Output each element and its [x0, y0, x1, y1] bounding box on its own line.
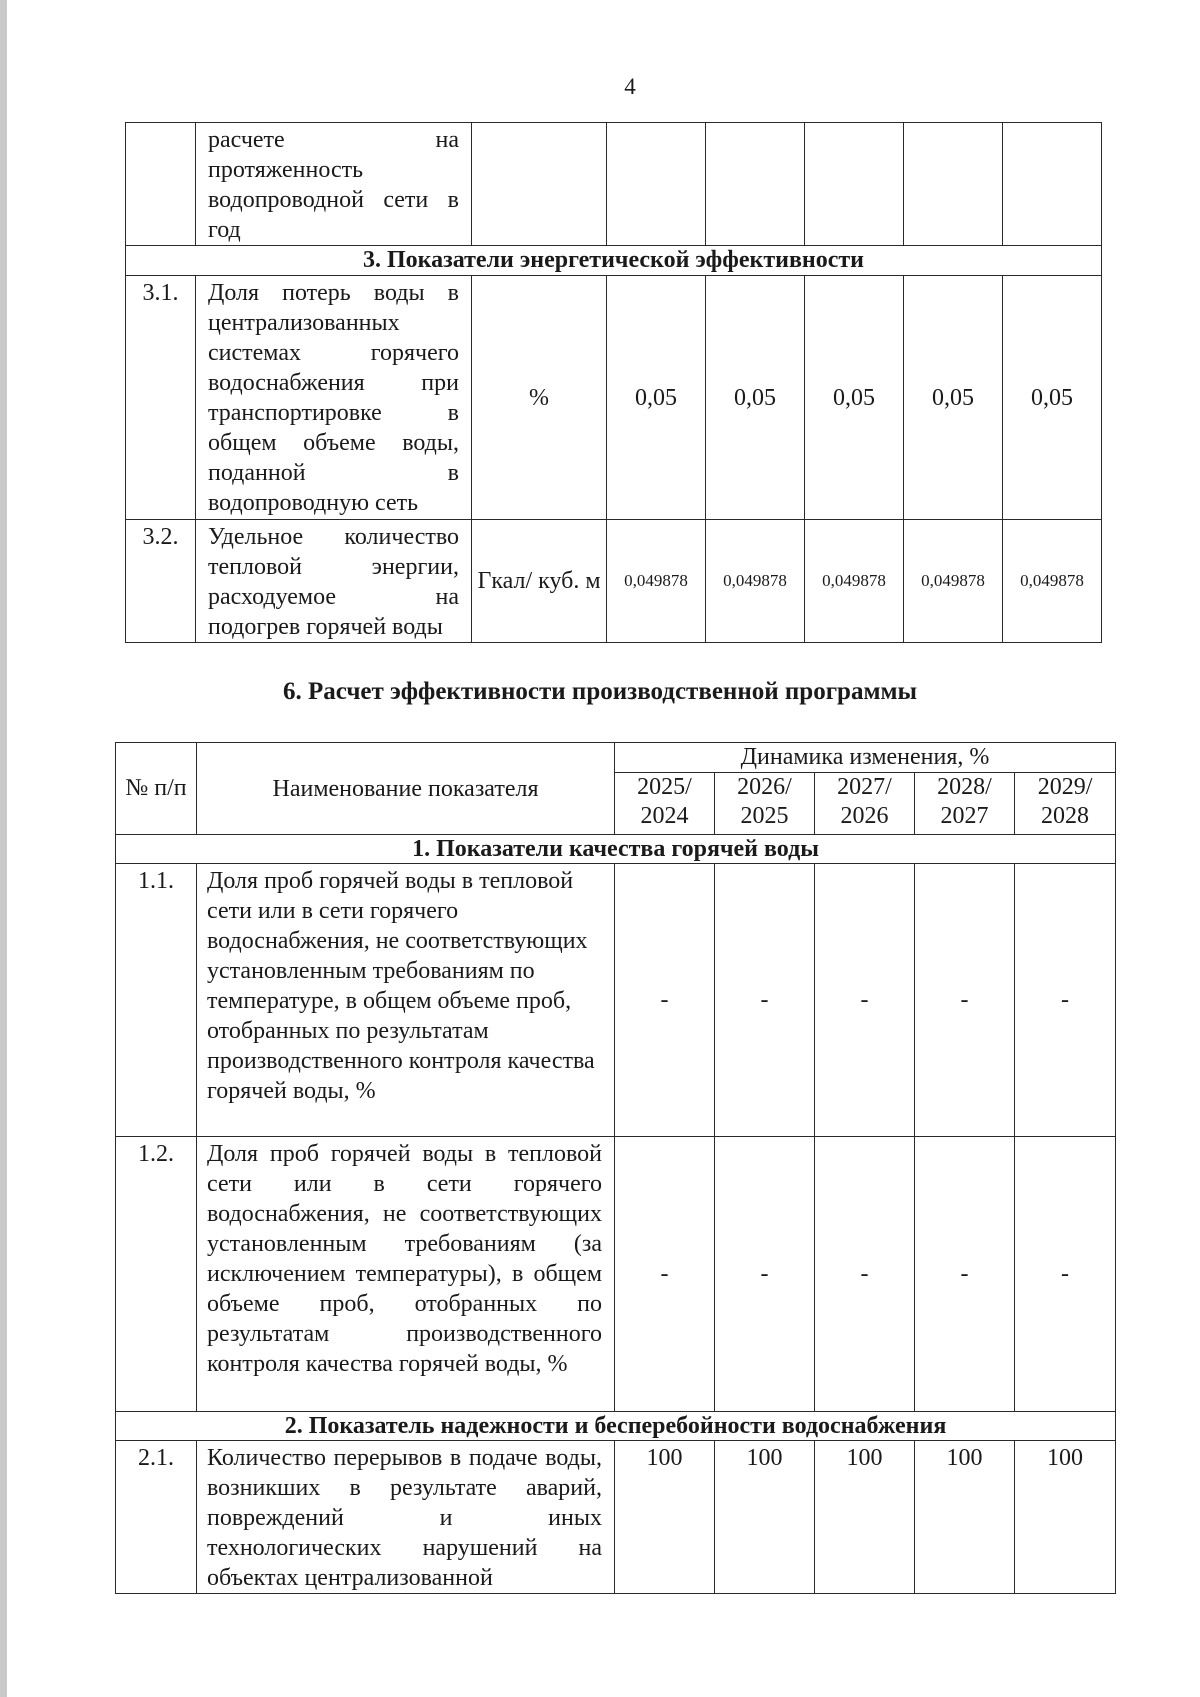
- header-year: 2026/ 2025: [715, 773, 815, 835]
- row-number: 1.2.: [116, 1137, 197, 1412]
- value-cell: -: [915, 864, 1015, 1137]
- page-number: 4: [624, 74, 636, 99]
- value-cell: 0,049878: [706, 520, 805, 643]
- header-indicator-name: Наименование показателя: [197, 743, 615, 835]
- row-number: 3.1.: [126, 276, 196, 520]
- header-year: 2027/ 2026: [815, 773, 915, 835]
- indicator-name: Доля потерь воды в централизованных системах горячего водоснабжения при транспортировке в общем объеме воды, поданной в водопроводную сеть: [196, 276, 472, 520]
- row-number: [126, 123, 196, 246]
- value-cell: -: [615, 864, 715, 1137]
- table-row: [126, 276, 1102, 520]
- efficiency-table: [115, 742, 1116, 1594]
- section-row: [116, 1412, 1116, 1441]
- row-number: 1.1.: [116, 864, 197, 1137]
- header-number: № п/п: [116, 743, 197, 835]
- value-cell: [904, 123, 1003, 246]
- value-cell: 0,049878: [1003, 520, 1102, 643]
- section-row: [126, 246, 1102, 276]
- section-row: [116, 835, 1116, 864]
- value-cell: -: [715, 864, 815, 1137]
- section-title: 3. Показатели энергетической эффективности: [126, 246, 1102, 276]
- indicator-name: расчете на протяженность водопроводной сети в год: [196, 123, 472, 246]
- value-cell: -: [1015, 864, 1116, 1137]
- value-cell: 100: [615, 1441, 715, 1594]
- value-cell: -: [1015, 1137, 1116, 1412]
- table-row: [126, 123, 1102, 246]
- value-cell: 0,05: [706, 276, 805, 520]
- value-cell: [706, 123, 805, 246]
- value-cell: 0,05: [805, 276, 904, 520]
- header-row: [116, 743, 1116, 773]
- header-year: 2029/ 2028: [1015, 773, 1116, 835]
- header-dynamics: Динамика изменения, %: [615, 743, 1116, 773]
- value-cell: 0,049878: [805, 520, 904, 643]
- table-row: [116, 1441, 1116, 1594]
- indicator-name: Количество перерывов в подаче воды, возникших в результате аварий, повреждений и иных технологических нарушений на объектах централизованной: [197, 1441, 615, 1594]
- value-cell: 0,05: [904, 276, 1003, 520]
- table-row: [116, 1137, 1116, 1412]
- value-cell: 0,049878: [607, 520, 706, 643]
- value-cell: -: [815, 1137, 915, 1412]
- section-title: 2. Показатель надежности и бесперебойности водоснабжения: [116, 1412, 1116, 1441]
- value-cell: 100: [1015, 1441, 1116, 1594]
- value-cell: 0,05: [607, 276, 706, 520]
- page-edge: [0, 0, 7, 1697]
- value-cell: -: [715, 1137, 815, 1412]
- table-row: [116, 864, 1116, 1137]
- row-number: 2.1.: [116, 1441, 197, 1594]
- value-cell: 0,049878: [904, 520, 1003, 643]
- value-cell: 100: [915, 1441, 1015, 1594]
- value-cell: 100: [715, 1441, 815, 1594]
- row-number: 3.2.: [126, 520, 196, 643]
- value-cell: 0,05: [1003, 276, 1102, 520]
- table-row: [126, 520, 1102, 643]
- indicator-name: Доля проб горячей воды в тепловой сети или в сети горячего водоснабжения, не соответствующих установленным требованиям по температуре, в общем объеме проб, отобранных по результатам производственного контроля качества горячей воды, %: [197, 864, 615, 1137]
- indicators-table: [125, 122, 1102, 643]
- value-cell: [607, 123, 706, 246]
- section-title: 1. Показатели качества горячей воды: [116, 835, 1116, 864]
- indicator-name: Удельное количество тепловой энергии, расходуемое на подогрев горячей воды: [196, 520, 472, 643]
- value-cell: [805, 123, 904, 246]
- value-cell: -: [815, 864, 915, 1137]
- value-cell: -: [615, 1137, 715, 1412]
- unit-cell: %: [472, 276, 607, 520]
- indicator-name: Доля проб горячей воды в тепловой сети или в сети горячего водоснабжения, не соответствующих установленным требованиям (за исключением температуры), в общем объеме проб, отобранных по результатам производственного контроля качества горячей воды, %: [197, 1137, 615, 1412]
- unit-cell: [472, 123, 607, 246]
- value-cell: -: [915, 1137, 1015, 1412]
- section-heading: 6. Расчет эффективности производственной программы: [282, 678, 918, 705]
- value-cell: [1003, 123, 1102, 246]
- value-cell: 100: [815, 1441, 915, 1594]
- unit-cell: Гкал/ куб. м: [472, 520, 607, 643]
- header-year: 2025/ 2024: [615, 773, 715, 835]
- header-year: 2028/ 2027: [915, 773, 1015, 835]
